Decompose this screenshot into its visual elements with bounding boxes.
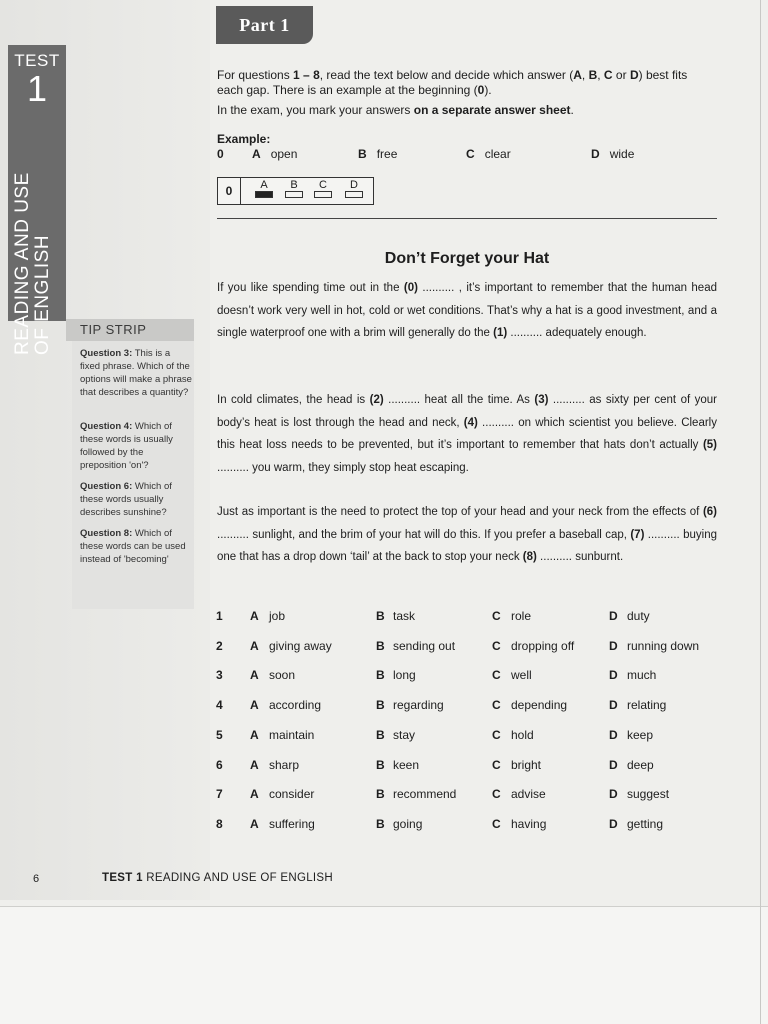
- gap-number: (4): [463, 416, 478, 429]
- side-section-line-1: READING AND USE: [12, 172, 33, 355]
- example-option-d: D wide: [591, 147, 635, 161]
- option-word-b: task: [393, 609, 416, 623]
- page-edge: [760, 0, 761, 1024]
- tip-question-4: [80, 420, 192, 472]
- option-word-a: suffering: [269, 816, 315, 831]
- paragraph-text: .......... sunburnt.: [536, 551, 624, 563]
- tip-question-label: Question 3:: [80, 348, 133, 359]
- paragraph-1: [217, 277, 717, 345]
- option-letter-a: A: [250, 757, 259, 772]
- option-letter-a: A: [250, 668, 259, 683]
- option-letter-d: D: [609, 816, 618, 831]
- example-option-b: B free: [358, 147, 398, 161]
- gap-number: (3): [534, 394, 549, 406]
- gap-number: (5): [702, 439, 717, 451]
- option-letter-a: A: [250, 698, 259, 713]
- gap-number: (2): [369, 394, 384, 406]
- tip-question-label: Question 8:: [80, 528, 133, 539]
- side-tab: [8, 45, 66, 355]
- gap-number: (8): [522, 551, 537, 563]
- section-divider: [217, 218, 717, 219]
- answer-bubble-a: A: [254, 179, 274, 198]
- example-answer-box: [217, 177, 374, 205]
- question-number: 5: [216, 727, 223, 742]
- question-number: 7: [216, 787, 223, 802]
- option-word-b: regarding: [393, 698, 444, 713]
- option-letter-b: B: [376, 727, 385, 742]
- tip-question-6: [80, 480, 192, 519]
- tip-question-label: Question 4:: [80, 421, 133, 432]
- option-letter-a: A: [250, 638, 259, 653]
- paragraph-text: .......... sunlight, and the brim of your hat will do this. If you prefer a baseball cap,: [217, 528, 631, 541]
- option-word-a: job: [269, 609, 286, 623]
- instructions-line-2: each gap. There is an example at the beginning (0).: [217, 83, 492, 97]
- option-letter-c: C: [492, 757, 501, 772]
- page-number: 6: [33, 873, 40, 885]
- answer-box-number: 0: [218, 178, 241, 204]
- option-letter-c: C: [492, 727, 501, 742]
- gap-number: (0): [403, 282, 418, 294]
- text-title: Don’t Forget your Hat: [384, 250, 550, 267]
- option-letter-b: B: [376, 816, 385, 831]
- option-letter-b: B: [376, 638, 385, 653]
- option-word-d: relating: [627, 698, 667, 713]
- question-number: 8: [216, 816, 223, 831]
- paragraph-text: .......... heat all the time. As: [383, 394, 535, 406]
- option-letter-c: C: [492, 668, 501, 683]
- option-letter-d: D: [609, 727, 618, 742]
- option-letter-c: C: [492, 609, 501, 623]
- option-word-c: having: [511, 816, 547, 831]
- option-letter-a: A: [250, 727, 259, 742]
- option-letter-c: C: [492, 787, 501, 802]
- option-letter-b: B: [376, 668, 385, 683]
- option-word-d: running down: [627, 638, 700, 653]
- instructions-line-3: In the exam, you mark your answers on a separate answer sheet.: [217, 103, 574, 117]
- side-test-label: TEST: [14, 51, 60, 70]
- answer-bubble-d: D: [344, 179, 364, 198]
- tip-text: This is a fixed phrase. Which of the options will make a phrase that describes a quantity?: [80, 348, 192, 398]
- example-option-c: C clear: [466, 147, 511, 161]
- option-word-c: advise: [511, 787, 546, 802]
- option-letter-c: C: [492, 816, 501, 831]
- option-word-c: well: [511, 668, 532, 683]
- option-word-c: role: [511, 609, 532, 623]
- option-word-b: keen: [393, 757, 420, 772]
- side-section-line-2: OF ENGLISH: [32, 234, 53, 355]
- answer-bubble-c: C: [313, 179, 333, 198]
- paragraph-text: .......... adequately enough.: [507, 327, 647, 339]
- option-word-c: dropping off: [511, 638, 575, 653]
- question-number: 2: [216, 638, 223, 653]
- option-word-b: long: [393, 668, 416, 683]
- option-letter-a: A: [250, 816, 259, 831]
- paragraph-3: [217, 501, 717, 569]
- option-word-d: getting: [627, 816, 664, 831]
- instructions-line-1: For questions 1 – 8, read the text below and decide which answer (A, B, C or D) best fits: [217, 68, 688, 82]
- side-test-number: 1: [26, 68, 48, 109]
- example-option-a: A open: [252, 147, 298, 161]
- question-number: 3: [216, 668, 223, 683]
- option-word-a: soon: [269, 668, 296, 683]
- option-letter-b: B: [376, 787, 385, 802]
- paragraph-text: .......... you warm, they simply stop heat escaping.: [217, 461, 469, 474]
- option-word-d: much: [627, 668, 657, 683]
- option-letter-c: C: [492, 698, 501, 713]
- example-label: Example:: [217, 132, 271, 146]
- blank-lower-area: [0, 907, 768, 1024]
- option-word-a: according: [269, 698, 322, 713]
- option-word-b: recommend: [393, 787, 457, 802]
- example-number: 0: [217, 147, 224, 161]
- question-number: 6: [216, 757, 223, 772]
- paragraph-text: Just as important is the need to protect the top of your head and your neck from the effects of: [217, 506, 703, 518]
- option-word-d: deep: [627, 757, 654, 772]
- option-letter-d: D: [609, 668, 618, 683]
- question-number: 4: [216, 698, 223, 713]
- option-word-a: maintain: [269, 727, 315, 742]
- part-header: Part 1: [216, 6, 313, 44]
- tip-text: Which of these words can be used instead of 'becoming': [80, 528, 186, 565]
- option-letter-b: B: [376, 609, 385, 623]
- gap-number: (7): [630, 528, 645, 541]
- footer-title: TEST 1 READING AND USE OF ENGLISH: [102, 872, 333, 884]
- tip-strip-title: TIP STRIP: [80, 322, 147, 337]
- tip-text: Which of these words is usually followed by the preposition 'on'?: [80, 421, 173, 471]
- option-word-b: sending out: [393, 638, 456, 653]
- paragraph-text: In cold climates, the head is: [217, 394, 370, 406]
- option-word-a: consider: [269, 787, 315, 802]
- paragraph-text: .......... , it’s important to remember that the human head doesn’t work very well in hot, cold or wet conditions. That’s why a hat is a good investment, and a single waterproof one with a brim will generally do the: [217, 282, 717, 339]
- paragraph-text: .......... buying one that has a drop down ‘tail’ at the back to stop your neck: [217, 528, 717, 563]
- option-word-c: hold: [511, 727, 534, 742]
- option-word-b: stay: [393, 727, 416, 742]
- option-letter-d: D: [609, 698, 618, 713]
- option-letter-d: D: [609, 787, 618, 802]
- option-word-a: giving away: [269, 638, 332, 653]
- option-letter-a: A: [250, 787, 259, 802]
- option-word-d: keep: [627, 727, 654, 742]
- option-letter-d: D: [609, 757, 618, 772]
- option-letter-a: A: [250, 609, 259, 623]
- paragraph-text: If you like spending time out in the: [217, 282, 404, 294]
- tip-text: Which of these words usually describes sunshine?: [80, 481, 172, 518]
- option-word-c: depending: [511, 698, 568, 713]
- answer-bubble-b: B: [284, 179, 304, 198]
- option-letter-b: B: [376, 698, 385, 713]
- option-word-a: sharp: [269, 757, 300, 772]
- paragraph-text: .......... as sixty per cent of your body’s heat is lost through the head and neck,: [217, 394, 717, 429]
- question-number: 1: [216, 609, 223, 623]
- tip-question-label: Question 6:: [80, 481, 133, 492]
- option-letter-d: D: [609, 638, 618, 653]
- option-word-c: bright: [511, 757, 542, 772]
- option-letter-d: D: [609, 609, 618, 623]
- paragraph-2: [217, 389, 717, 479]
- tip-question-3: [80, 347, 192, 399]
- side-section-title: [13, 165, 53, 355]
- option-word-d: suggest: [627, 787, 670, 802]
- gap-number: (6): [702, 506, 717, 518]
- paragraph-text: .......... on which scientist you believe. Clearly this heat loss needs to be prevented, but it’s important to remember that hats don’t actually: [217, 416, 717, 451]
- option-letter-b: B: [376, 757, 385, 772]
- option-word-b: going: [393, 816, 423, 831]
- gap-number: (1): [493, 327, 508, 339]
- option-word-d: duty: [627, 609, 650, 623]
- option-letter-c: C: [492, 638, 501, 653]
- tip-question-8: [80, 527, 192, 566]
